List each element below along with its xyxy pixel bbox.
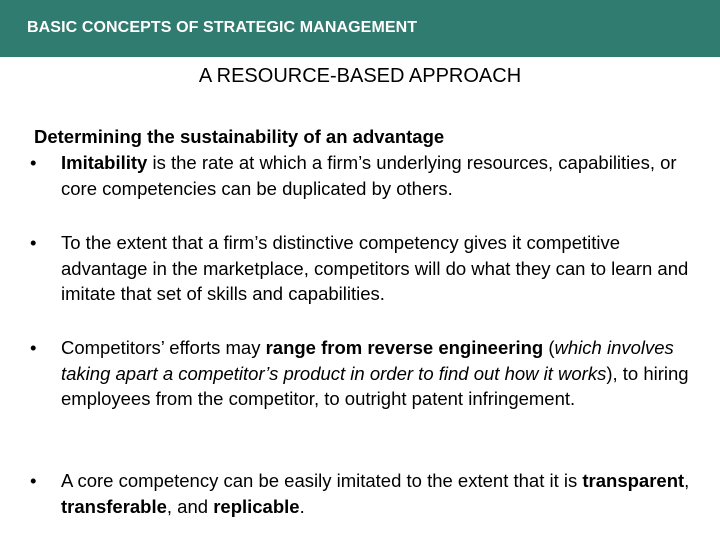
bullet-dot: • <box>30 337 37 358</box>
banner-title: BASIC CONCEPTS OF STRATEGIC MANAGEMENT <box>27 19 418 36</box>
bullet-text <box>61 335 690 412</box>
slide-title: A RESOURCE-BASED APPROACH <box>198 65 522 87</box>
text-run: , <box>684 470 690 491</box>
bold-term: transferable <box>61 495 167 517</box>
text-run: . <box>299 495 305 517</box>
section-heading: Determining the sustainability of an advantage <box>34 126 445 147</box>
bold-term: replicable <box>213 495 300 517</box>
bullet-competitor-efforts <box>30 335 690 412</box>
bullet-core-competency <box>30 468 690 519</box>
bullet-imitability <box>30 150 690 201</box>
bullet-text <box>61 150 690 201</box>
text-run: Competitors’ efforts may <box>61 337 266 358</box>
bullet-text <box>61 468 690 519</box>
bullet-dot: • <box>30 152 37 173</box>
bold-term: transparent <box>582 470 685 491</box>
bullet-dot: • <box>30 232 37 253</box>
text-run: is the rate at which a firm’s underlying resources, capabilities, or core competencies can be duplicated by others. <box>61 152 677 199</box>
text-run: ), to hiring employees from the competitor, to outright patent infringement. <box>61 362 689 409</box>
header-banner <box>0 0 720 57</box>
text-run: ( <box>543 337 555 358</box>
bullet-dot: • <box>30 470 37 491</box>
text-run: A core competency can be easily imitated to the extent that it is <box>61 470 583 491</box>
text-run: , and <box>166 495 214 517</box>
bullet-text: To the extent that a firm’s distinctive competency gives it competitive advantage in the marketplace, competitors will do what they can to learn and imitate that set of skills and capabilities. <box>61 232 689 304</box>
bold-term: Imitability <box>61 152 148 173</box>
italic-phrase: which involves taking apart a competitor’s product in order to find out how it works <box>61 337 674 384</box>
bold-phrase: range from reverse engineering <box>265 337 544 358</box>
bullet-distinctive-competency <box>30 230 690 307</box>
